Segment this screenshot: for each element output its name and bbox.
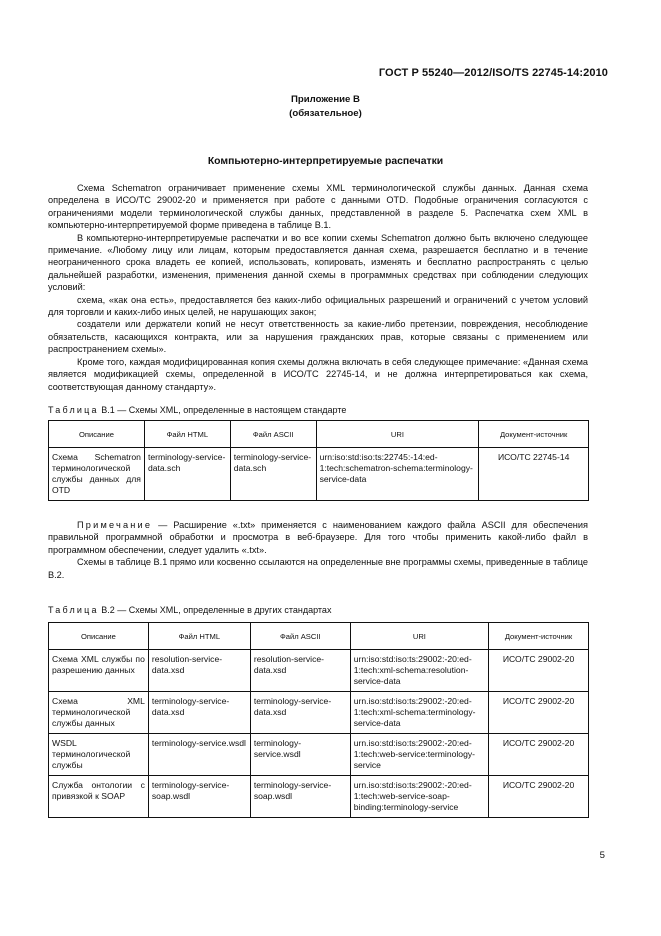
- table2-caption: [48, 604, 331, 616]
- table2-caption-label: Таблица: [48, 605, 99, 615]
- section-heading: Компьютерно-интерпретируемые распечатки: [207, 156, 444, 167]
- paragraph: Схема Schematron ограничивает применение схемы XML терминологической службы данных. Данная схема определена в ИСО/ТС 29002-20 и применяется при работе с данными OTD. Подобные ограничения согласуются с ограничениями модели терминологической службы данных, представленной в разделе 5. Распечатка схем XML в компьютерно-интерпретируемой форме приведена в таблице В.1.: [48, 183, 588, 231]
- table-cell: Служба онтологии с привязкой к SOAP: [49, 776, 149, 818]
- column-header: URI: [350, 623, 488, 650]
- table-row: [49, 776, 589, 818]
- table-row: [49, 650, 589, 692]
- column-header: Описание: [49, 421, 145, 448]
- paragraph: Схемы в таблице В.1 прямо или косвенно ссылаются на определенные вне программы схемы, приведенные в таблице В.2.: [48, 557, 588, 580]
- table-cell: terminology-service-data.sch: [230, 448, 316, 501]
- annex-title: Приложение В: [291, 94, 360, 105]
- document-page: [48, 0, 608, 936]
- table-cell: urn:iso:std:iso:ts:22745:-14:ed-1:tech:schematron-schema:terminology-service-data: [316, 448, 479, 501]
- table-cell: Схема XML службы по разрешению данных: [49, 650, 149, 692]
- table-cell: ИСО/ТС 29002-20: [489, 734, 589, 776]
- table-row: [49, 692, 589, 734]
- table-header-row: [49, 421, 589, 448]
- column-header: Файл HTML: [144, 421, 230, 448]
- table-cell: terminology-service-soap.wsdl: [148, 776, 250, 818]
- table-cell: terminology-service-soap.wsdl: [250, 776, 350, 818]
- table-cell: terminology-service-data.sch: [144, 448, 230, 501]
- paragraph: создатели или держатели копий не несут ответственность за какие-либо претензии, повреждения, несоблюдение обязательств, касающихся контракта, или за нарушения гражданских прав, которые связаны с применением или распространением схемы».: [48, 319, 588, 355]
- table-cell: urn:iso:std:iso:ts:29002:-20:ed-1:tech:xml-schema:resolution-service-data: [350, 650, 488, 692]
- table-header-row: [49, 623, 589, 650]
- table-cell: resolution-service-data.xsd: [148, 650, 250, 692]
- table-cell: terminology-service.wsdl: [250, 734, 350, 776]
- note-paragraph: [48, 519, 588, 556]
- table-cell: ИСО/ТС 22745-14: [479, 448, 589, 501]
- table1-caption-text: В.1 — Схемы XML, определенные в настоящем стандарте: [98, 405, 347, 415]
- column-header: Файл ASCII: [230, 421, 316, 448]
- table-cell: resolution-service-data.xsd: [250, 650, 350, 692]
- table-cell: WSDL терминологической службы: [49, 734, 149, 776]
- paragraph: Кроме того, каждая модифицированная копия схемы должна включать в себя следующее примечание: «Данная схема является модификацией схемы, определенной в ИСО/ТС 22745-14, и не должна интерпретироваться как схема, соответствующая данному стандарту».: [48, 356, 588, 392]
- note-block: [48, 519, 588, 581]
- note-label: Примечание: [77, 520, 153, 530]
- table1: [48, 420, 589, 501]
- annex-status: (обязательное): [289, 108, 362, 119]
- table-cell: Схема XML терминологической службы данных: [49, 692, 149, 734]
- column-header: Файл HTML: [148, 623, 250, 650]
- table-cell: Схема Schematron терминологической службы данных для OTD: [49, 448, 145, 501]
- document-code-header: ГОСТ Р 55240—2012/ISO/TS 22745-14:2010: [378, 67, 608, 79]
- table-cell: terminology-service-data.xsd: [148, 692, 250, 734]
- paragraph: В компьютерно-интерпретируемые распечатки и во все копии схемы Schematron должно быть включено следующее примечание. «Любому лицу или лицам, которым предоставляется данная схема, разрешается бесплатно и в течение неограниченного срока владеть ее копией, использовать, копировать, изменять и бесплатно распространять с целью дальнейшей разработки, изменения, применения данной схемы в программных средствах при соблюдении следующих условий:: [48, 232, 588, 293]
- column-header: Файл ASCII: [250, 623, 350, 650]
- table-cell: urn.iso:std:iso:ts:29002:-20:ed-1:tech:web-service:terminology-service: [350, 734, 488, 776]
- paragraph: схема, «как она есть», предоставляется без каких-либо официальных разрешений и ограничений с учетом условий для торговли и каких-либо иных целей, не нарушающих закон;: [48, 294, 588, 318]
- table2: [48, 622, 589, 818]
- column-header: Документ-источник: [489, 623, 589, 650]
- table-cell: terminology-service.wsdl: [148, 734, 250, 776]
- column-header: Описание: [49, 623, 149, 650]
- table-cell: terminology-service-data.xsd: [250, 692, 350, 734]
- table-cell: ИСО/ТС 29002-20: [489, 692, 589, 734]
- table-cell: urn.iso:std:iso:ts:29002:-20:ed-1:tech:xml-schema:terminology-service-data: [350, 692, 488, 734]
- column-header: URI: [316, 421, 479, 448]
- table-cell: urn.iso:std:iso:ts:29002:-20:ed-1:tech:web-service-soap-binding:terminology-service: [350, 776, 488, 818]
- note-text: — Расширение «.txt» применяется с наименованием каждого файла ASCII для обеспечения правильной программной обработки и просмотра в веб-браузере. Для того чтобы применить какой-либо файл в программном обеспечении, следует удалить «.txt».: [48, 520, 588, 555]
- table-cell: ИСО/ТС 29002-20: [489, 776, 589, 818]
- table-row: [49, 734, 589, 776]
- column-header: Документ-источник: [479, 421, 589, 448]
- table2-caption-text: В.2 — Схемы XML, определенные в других стандартах: [98, 605, 332, 615]
- page-number: 5: [599, 850, 605, 861]
- table1-caption-label: Таблица: [48, 405, 99, 415]
- table-cell: ИСО/ТС 29002-20: [489, 650, 589, 692]
- body-text: [48, 182, 588, 393]
- table-row: [49, 448, 589, 501]
- table1-caption: [48, 404, 346, 416]
